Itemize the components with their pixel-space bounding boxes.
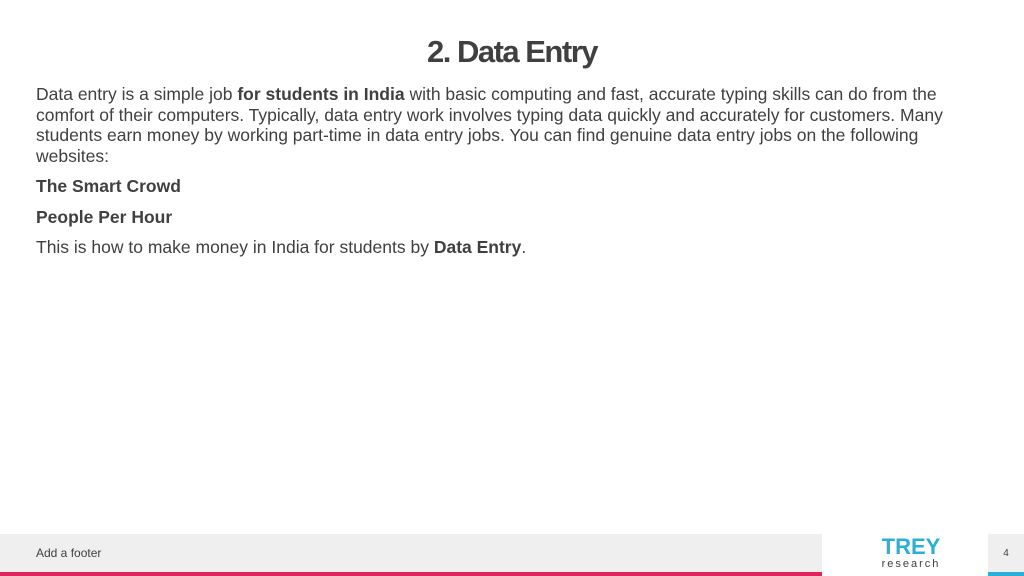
intro-text-2: with basic computing and fast, accurate typing skills can do from the comfort of their computers. Typically, data entry work involves typing data quickly and accurately for customers. Many students earn money by working part-time in data entry jobs. You can find genuine data entry jobs on the following websites: [36,84,943,166]
footer-bar [0,534,822,572]
closing-bold-text: Data Entry [433,237,522,257]
page-accent-line [988,572,1024,576]
website-name-2: People Per Hour [36,206,173,227]
footer-accent-line [0,572,822,576]
website-item-2 [36,207,986,228]
logo-subtitle: research [881,558,941,570]
website-item-1 [36,176,986,197]
closing-text-1: This is how to make money in India for students by [36,237,434,257]
website-name-1: The Smart Crowd [36,176,181,196]
closing-paragraph [36,237,986,258]
closing-text-2: . [521,237,527,257]
intro-text-1: Data entry is a simple job [36,84,238,104]
footer-text: Add a footer [36,546,102,560]
intro-bold-text: for students in India [237,84,405,104]
company-logo [822,534,988,576]
logo-wordmark: TREY [881,534,941,559]
page-number-box [988,534,1024,572]
slide-body [36,84,986,268]
page-number: 4 [1003,548,1009,559]
slide-title: 2. Data Entry [426,34,597,69]
intro-paragraph [36,84,986,166]
